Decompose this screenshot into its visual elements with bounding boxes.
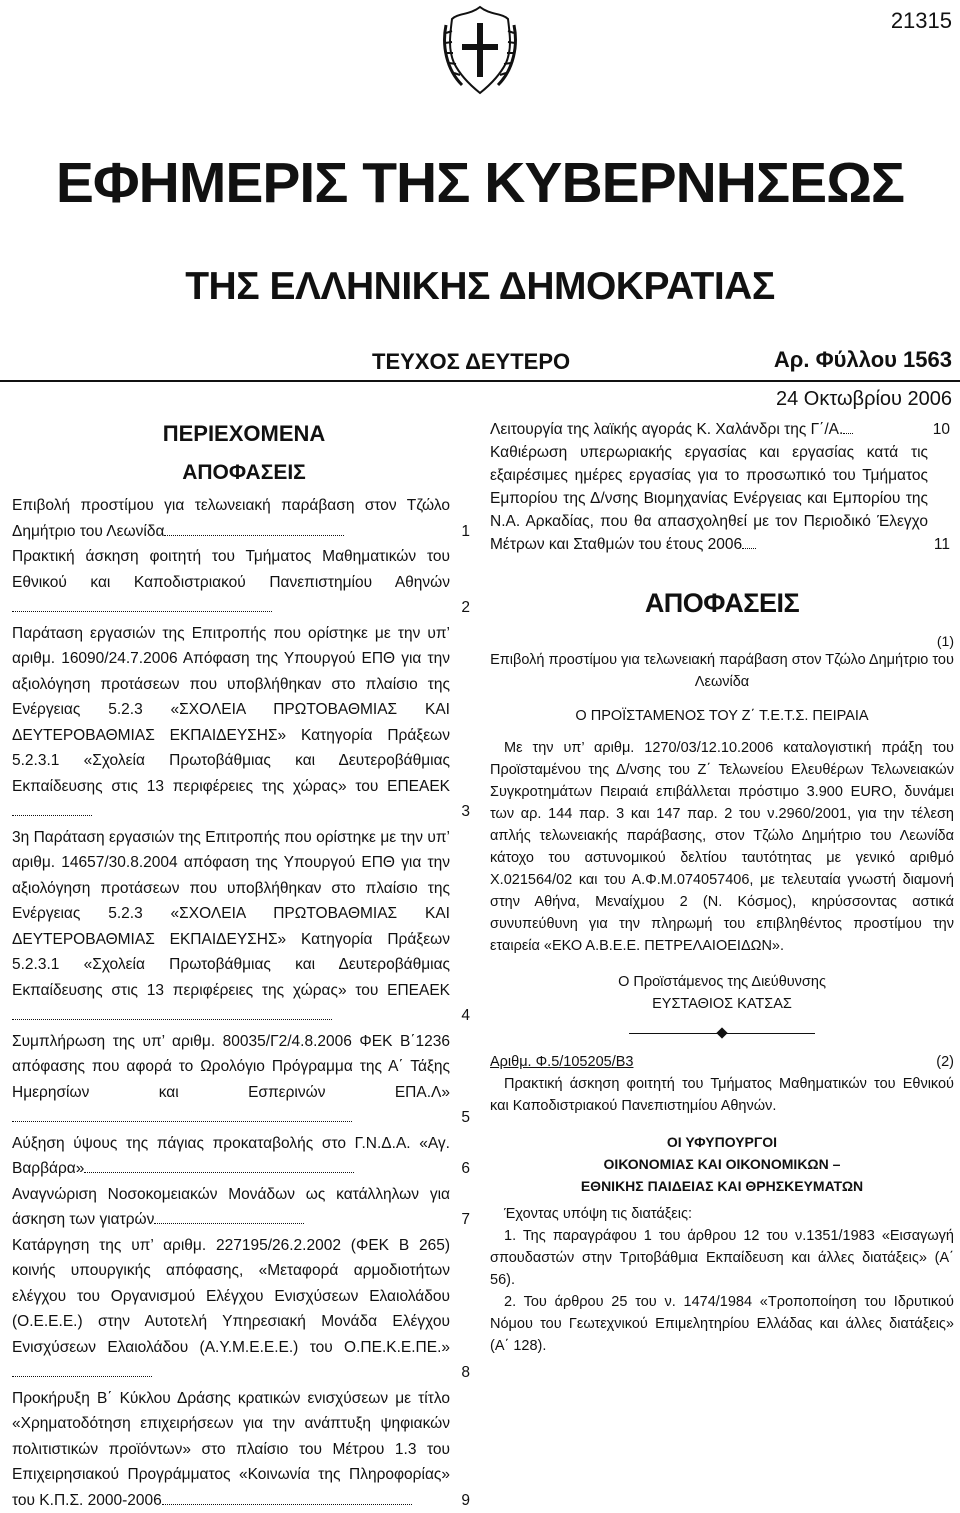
decision-title: Επιβολή προστίμου για τελωνειακή παράβαση στον Τζώλο Δημήτριο του Λεωνίδα: [490, 649, 954, 693]
toc-entry-text: Κατάργηση της υπ’ αριθμ. 227195/26.2.2002 (ΦΕΚ Β 265) κοινής υπουργικής απόφασης, «Μεταφορά αρμοδιοτήτων ελέγχου του Οργανισμού Ελέγχου Ενισχύσεων Ελαιολάδου (Ο.Ε.Ε.Ε.) στην Αυτοτελή Υπηρεσιακή Μονάδα Ελέγχου Ενισχύσεων Ελαιολάδου (Α.Υ.Μ.Ε.Ε.Ε.) του Ο.ΠΕ.Κ.Ε.ΠΕ.»: [12, 1237, 450, 1356]
toc-entry[interactable]: [490, 418, 954, 441]
ministers-line: ΟΙ ΥΦΥΠΟΥΡΓΟΙ: [490, 1131, 954, 1153]
toc-column: [12, 418, 476, 1513]
ministers-line: ΕΘΝΙΚΗΣ ΠΑΙΔΕΙΑΣ ΚΑΙ ΘΡΗΣΚΕΥΜΑΤΩΝ: [490, 1175, 954, 1197]
toc-entry[interactable]: [12, 1386, 476, 1513]
decisions-heading: ΑΠΟΦΑΣΕΙΣ: [490, 588, 954, 619]
leader-dots: [843, 433, 853, 434]
gazette-title: ΕΦΗΜΕΡΙΣ ΤΗΣ ΚΥΒΕΡΝΗΣΕΩΣ: [0, 150, 960, 216]
decision-body: Με την υπ’ αριθμ. 1270/03/12.10.2006 καταλογιστική πράξη του Προϊσταμένου της Δ/νσης του Ζ΄ Τελωνείου Ελευθέρων Τελωνειακών Συγκροτημάτων Πειραιά επιβάλλεται πρόστιμο 3.900 EURO, δυνάμει των αρ. 144 παρ. 3 και 147 παρ. 2 του ν.2960/2001, για την τέλεση απλής τελωνειακής παράβασης, στον Τζώλο Δημήτριο του Λεωνίδα κάτοχο του αστυνομικού δελτίου ταυτότητας με γενικό αριθμό Χ.021564/02 και του Α.Φ.Μ.074057406, με τελευταία γνωστή διαμονή στην Αθήνα, Μεναίχμου 2 (Ν. Κόσμος), κηρύσσοντας αστικά συνυπεύθυνη για την πληρωμή του επιβληθέντος προστίμου την εταιρεία «ΕΚΟ Α.Β.Ε.Ε. ΠΕΤΡΕΛΑΙΟΕΙΔΩΝ».: [490, 737, 954, 957]
leader-dots: [12, 1019, 332, 1020]
toc-entry[interactable]: [12, 1233, 476, 1386]
leader-dots: [12, 1121, 352, 1122]
toc-entry-page: 8: [461, 1360, 470, 1386]
header-rule: [0, 380, 960, 382]
toc-entry[interactable]: [12, 1182, 476, 1233]
toc-heading: ΠΕΡΙΕΧΟΜΕΝΑ: [12, 421, 476, 461]
provisions-intro: Έχοντας υπόψη τις διατάξεις:: [490, 1203, 954, 1225]
page-number: 21315: [891, 8, 952, 34]
issue-label: ΤΕΥΧΟΣ ΔΕΥΤΕΡΟ: [372, 349, 570, 375]
toc-entry-page: 9: [461, 1488, 470, 1513]
toc-entry[interactable]: [490, 441, 954, 556]
toc-entry-page: 3: [461, 799, 470, 825]
toc-entry-page: 7: [461, 1207, 470, 1233]
toc-entry[interactable]: [12, 544, 476, 621]
diamond-icon: [716, 1027, 727, 1038]
ministers-line: ΟΙΚΟΝΟΜΙΑΣ ΚΑΙ ΟΙΚΟΝΟΜΙΚΩΝ –: [490, 1153, 954, 1175]
decision-authority: Ο ΠΡΟΪΣΤΑΜΕΝΟΣ ΤΟΥ Ζ΄ Τ.Ε.Τ.Σ. ΠΕΙΡΑΙΑ: [490, 705, 954, 727]
toc-entry-text: Αύξηση ύψους της πάγιας προκαταβολής στο Γ.Ν.Δ.Α. «Αγ. Βαρβάρα»: [12, 1135, 450, 1178]
toc-entry-text: Παράταση εργασιών της Επιτροπής που ορίστηκε με την υπ’ αριθμ. 16090/24.7.2006 Απόφαση της Υπουργού ΕΠΘ για την αξιολόγηση προτάσεων που υποβλήθηκαν στο πλαίσιο της Ενέργειας 5.2.3 «ΣΧΟΛΕΙΑ ΠΡΩΤΟΒΑΘΜΙΑΣ ΚΑΙ ΔΕΥΤΕΡΟΒΑΘΜΙΑΣ ΕΚΠΑΙΔΕΥΣΗΣ» Κατηγορία Πράξεων 5.2.3.1 «Σχολεία Πρωτοβάθμιας και Δευτεροβάθμιας Εκπαίδευσης στις 13 περιφέρειες της χώρας» του ΕΠΕΑΕΚ: [12, 625, 450, 795]
decision-header: [490, 1051, 954, 1073]
toc-entry-page: 5: [461, 1105, 470, 1131]
decision-number: (1): [490, 633, 954, 649]
greek-coat-of-arms-icon: [440, 5, 520, 97]
leader-dots: [742, 548, 756, 549]
provision-item: 2. Του άρθρου 25 του ν. 1474/1984 «Τροποποίηση του Ιδρυτικού Νόμου του Γεωτεχνικού Επιμελητηρίου Ελλάδας και άλλες διατάξεις» (Α΄ 128).: [490, 1291, 954, 1357]
leader-dots: [164, 535, 344, 536]
toc-entry-text: Πρακτική άσκηση φοιτητή του Τμήματος Μαθηματικών του Εθνικού και Καποδιστριακού Πανεπιστημίου Αθηνών: [12, 548, 450, 591]
toc-entry-text: Συμπλήρωση της υπ’ αριθμ. 80035/Γ2/4.8.2006 ΦΕΚ Β΄1236 απόφασης που αφορά το Ωρολόγιο Πρόγραμμα της Α΄ Τάξης Ημερησίων και Εσπερινών ΕΠΑ.Λ»: [12, 1033, 450, 1101]
toc-entry-text: Επιβολή προστίμου για τελωνειακή παράβαση στον Τζώλο Δημήτριο του Λεωνίδα: [12, 497, 450, 540]
toc-entry[interactable]: [12, 1131, 476, 1182]
toc-entry[interactable]: [12, 493, 476, 544]
toc-entry-text: Αναγνώριση Νοσοκομειακών Μονάδων ως κατάλληλων για άσκηση των γιατρών: [12, 1186, 450, 1229]
content-column: [490, 418, 954, 1357]
toc-entry-page: 6: [461, 1156, 470, 1182]
provision-item: 1. Της παραγράφου 1 του άρθρου 12 του ν.1351/1983 «Εισαγωγή σπουδαστών στην Τριτοβάθμια Εκπαίδευση και άλλες διατάξεις» (Α΄ 56).: [490, 1225, 954, 1291]
sheet-number: Αρ. Φύλλου 1563: [774, 347, 952, 373]
section-divider: [490, 1029, 954, 1037]
toc-entry-page: 1: [461, 519, 470, 545]
signatory-title: Ο Προϊστάμενος της Διεύθυνσης: [490, 971, 954, 993]
leader-dots: [12, 1376, 152, 1377]
toc-entry-text: Καθιέρωση υπερωριακής εργασίας και εργασίας κατά τις εξαιρέσιμες ημέρες εργασίας για το προσωπικό του Τμήματος Εμπορίου της Δ/νσης Βιομηχανίας Ενέργειας και Εμπορίου της Ν.Α. Αρκαδίας, που θα απασχοληθεί με τον Περιοδικό Έλεγχο Μέτρων και Σταθμών του έτους 2006: [490, 444, 928, 553]
toc-entry-text: Λειτουργία της λαϊκής αγοράς Κ. Χαλάνδρι της Γ΄/Α.: [490, 421, 843, 438]
signatory-name: ΕΥΣΤΑΘΙΟΣ ΚΑΤΣΑΣ: [490, 993, 954, 1015]
decision-reference: Αριθμ. Φ.5/105205/Β3: [490, 1051, 633, 1073]
gazette-subtitle: ΤΗΣ ΕΛΛΗΝΙΚΗΣ ΔΗΜΟΚΡΑΤΙΑΣ: [0, 265, 960, 309]
toc-subheading: ΑΠΟΦΑΣΕΙΣ: [12, 461, 476, 493]
toc-entry[interactable]: [12, 825, 476, 1029]
toc-entry-page: 4: [461, 1003, 470, 1029]
toc-entry[interactable]: [12, 1029, 476, 1131]
leader-dots: [12, 611, 272, 612]
toc-entry[interactable]: [12, 621, 476, 825]
toc-entry-text: 3η Παράταση εργασιών της Επιτροπής που ορίστηκε με την υπ’ αριθμ. 14657/30.8.2004 απόφαση της Υπουργού ΕΠΘ για την αξιολόγηση προτάσεων που υποβλήθηκαν στο πλαίσιο της Ενέργειας 5.2.3 «ΣΧΟΛΕΙΑ ΠΡΩΤΟΒΑΘΜΙΑΣ ΚΑΙ ΔΕΥΤΕΡΟΒΑΘΜΙΑΣ ΕΚΠΑΙΔΕΥΣΗΣ» Κατηγορία Πράξεων 5.2.3.1 «Σχολεία Πρωτοβάθμιας και Δευτεροβάθμιας Εκπαίδευσης στις 13 περιφέρειες της χώρας» του ΕΠΕΑΕΚ: [12, 829, 450, 999]
decision-title: Πρακτική άσκηση φοιτητή του Τμήματος Μαθηματικών του Εθνικού και Καποδιστριακού Πανεπιστημίου Αθηνών.: [490, 1073, 954, 1117]
toc-entry-page: 10: [933, 418, 950, 441]
toc-entry-page: 11: [934, 533, 950, 556]
toc-entry-text: Προκήρυξη Β΄ Κύκλου Δράσης κρατικών ενισχύσεων με τίτλο «Χρηματοδότηση επιχειρήσεων για την ανάπτυξη ψηφιακών πολιτιστικών προϊόντων» στο πλαίσιο του Μέτρου 1.3 του Επιχειρησιακού Προγράμματος «Κοινωνία της Πληροφορίας» του Κ.Π.Σ. 2000-2006: [12, 1390, 450, 1509]
leader-dots: [154, 1223, 304, 1224]
toc-entry-page: 2: [461, 595, 470, 621]
leader-dots: [84, 1172, 354, 1173]
leader-dots: [162, 1504, 412, 1505]
issue-date: 24 Οκτωβρίου 2006: [776, 388, 952, 411]
leader-dots: [12, 815, 92, 816]
decision-number: (2): [936, 1051, 954, 1073]
